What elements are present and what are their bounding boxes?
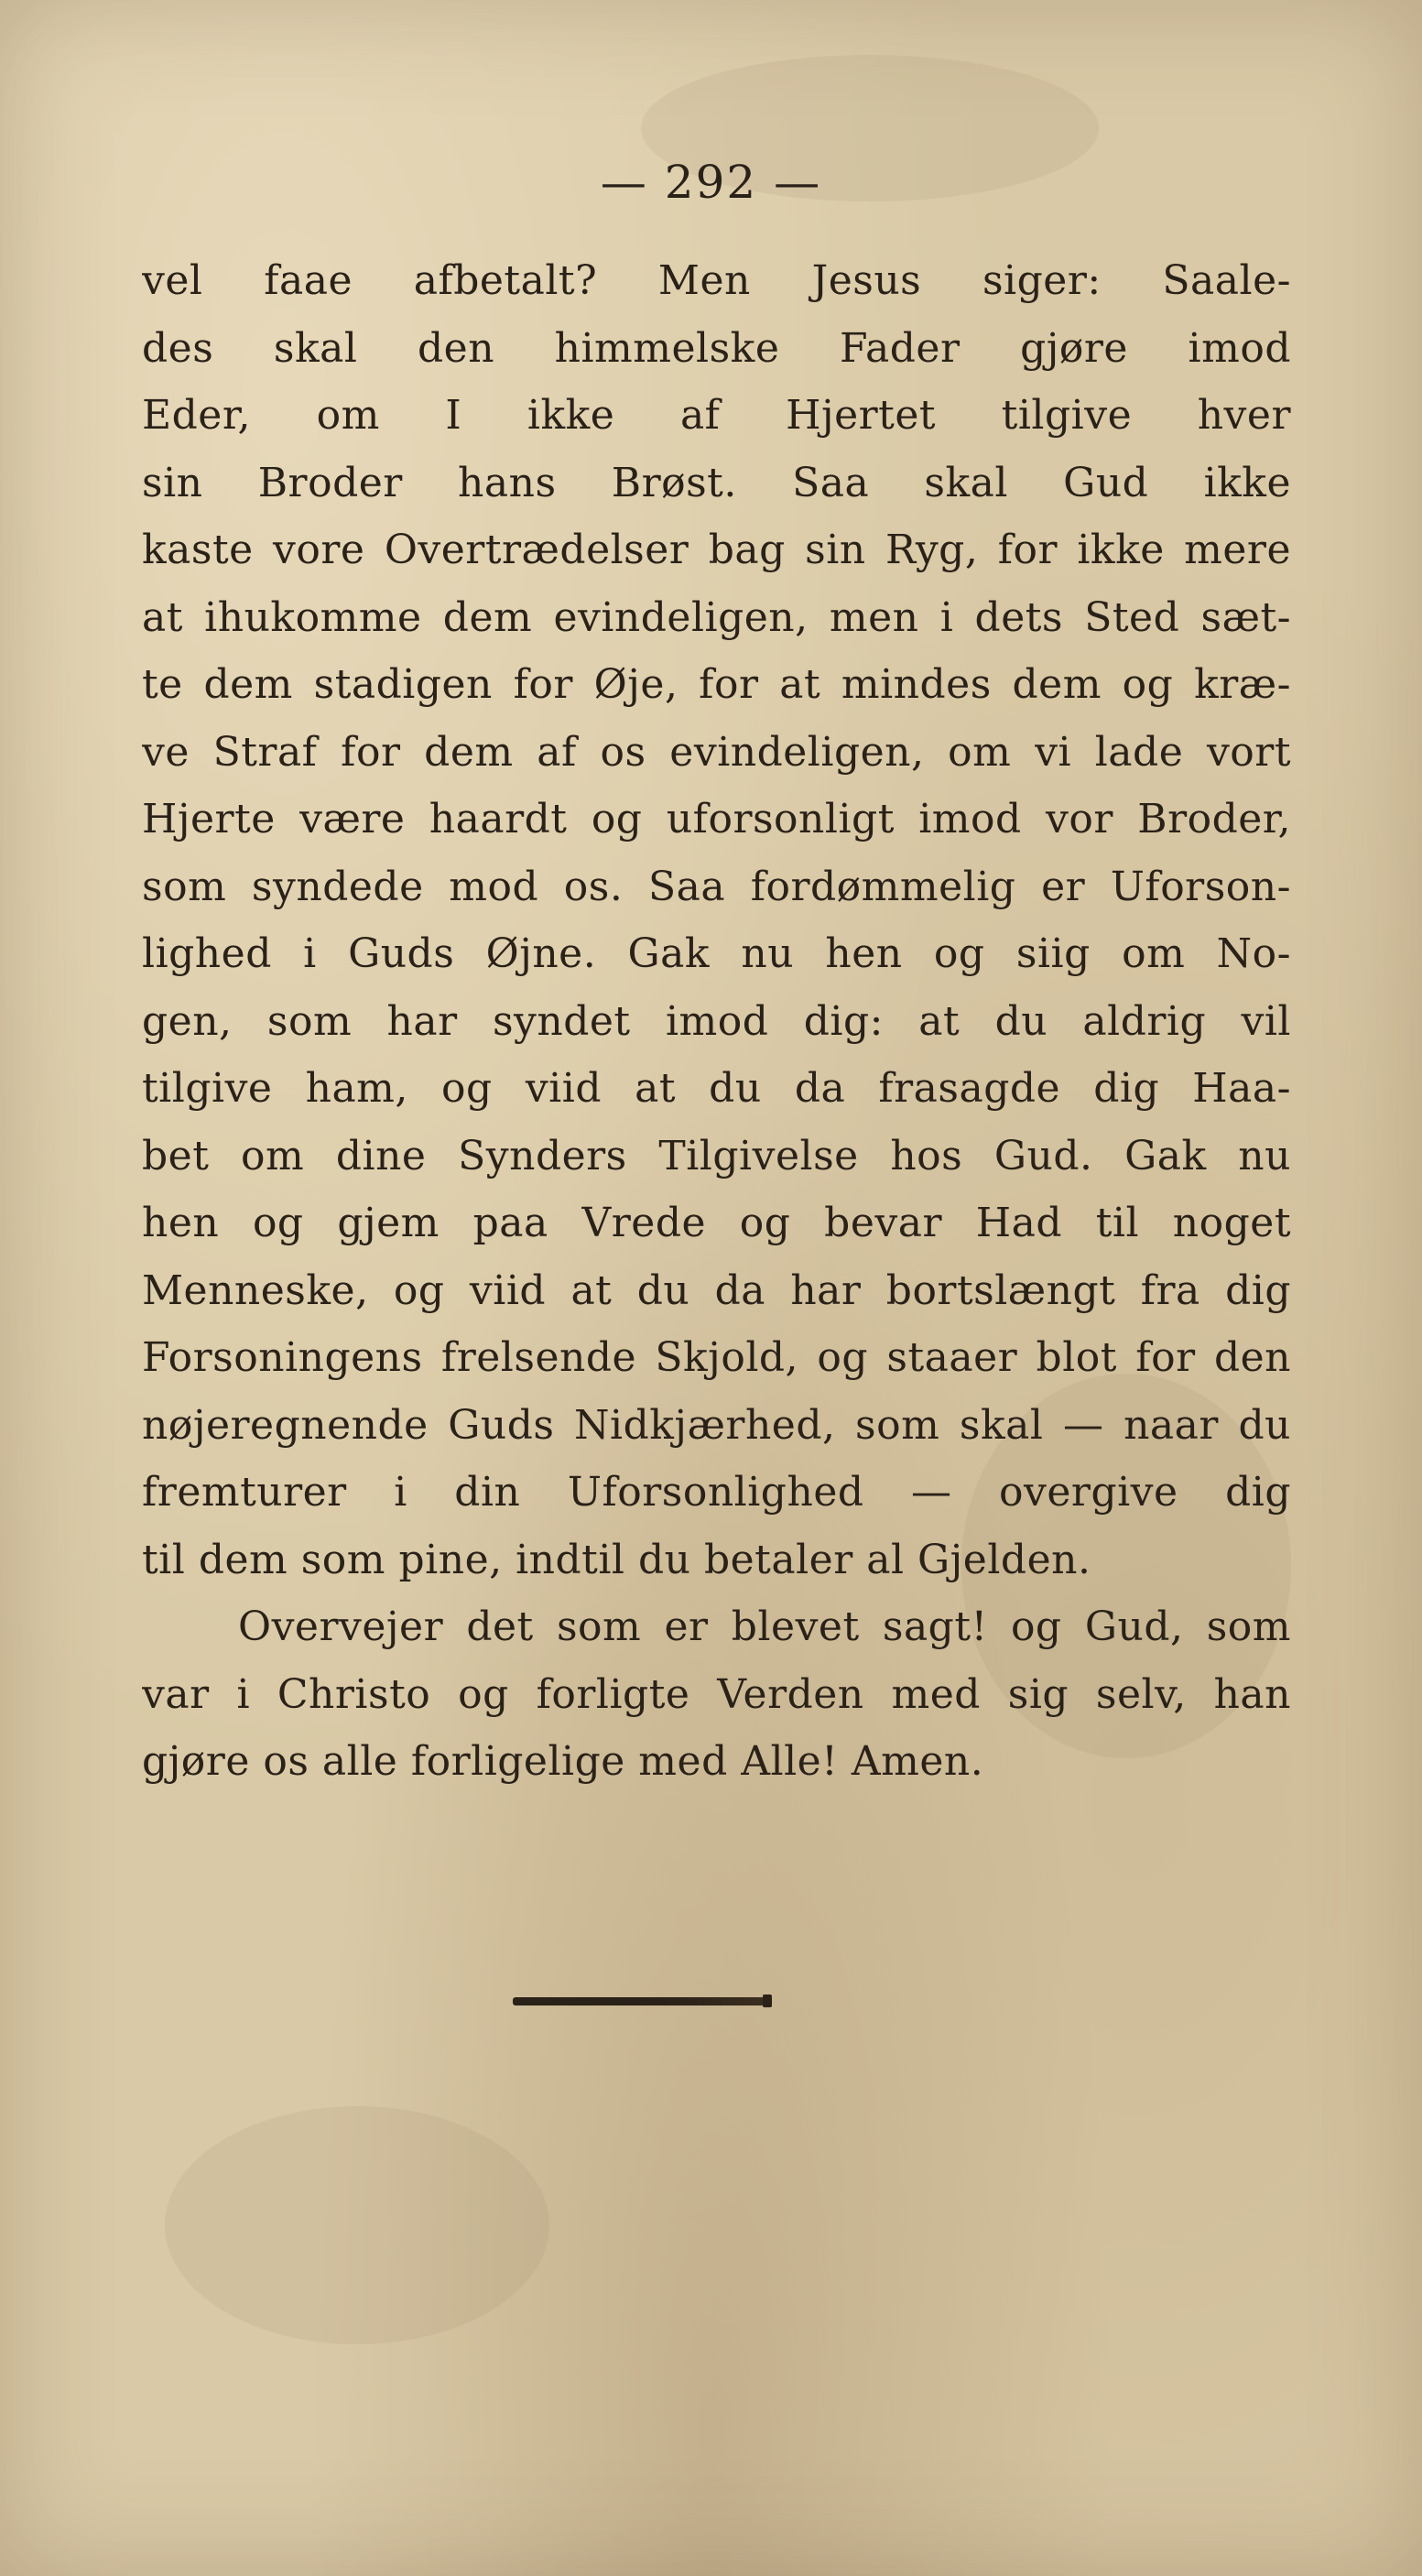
paper-stain [165,2106,549,2344]
text-line: nøjeregnende Guds Nidkjærhed, som skal — naar du [142,1401,1291,1449]
text-line: lighed i Guds Øjne. Gak nu hen og siig om No- [142,930,1291,977]
text-line: fremturer i din Uforsonlighed — overgive dig [142,1469,1291,1516]
text-line: gen, som har syndet imod dig: at du aldrig vil [142,997,1291,1045]
text-line: som syndede mod os. Saa fordømmelig er Uforson- [142,863,1291,910]
text-line: bet om dine Synders Tilgivelse hos Gud. Gak nu [142,1132,1291,1179]
text-line: Forsoningens frelsende Skjold, og staaer blot for den [142,1334,1291,1381]
text-line: tilgive ham, og viid at du da frasagde dig Haa- [142,1065,1291,1112]
text-line: des skal den himmelske Fader gjøre imod [142,324,1291,372]
closing-line: var i Christo og forligte Verden med sig selv, han [142,1670,1291,1718]
text-line: Hjerte være haardt og uforsonligt imod vor Broder, [142,796,1291,842]
text-line: at ihukomme dem evindeligen, men i dets Sted sæt- [142,593,1291,641]
text-line: Menneske, og viid at du da har bortslængt fra dig [142,1266,1291,1314]
end-ornament-rule [513,1997,765,2005]
text-line: Eder, om I ikke af Hjertet tilgive hver [142,392,1291,439]
page-number: — 292 — [600,156,822,209]
text-line: te dem stadigen for Øje, for at mindes dem og kræ- [142,661,1291,708]
sermon-text [142,247,1291,1796]
text-line: ve Straf for dem af os evindeligen, om vi lade vort [142,728,1291,776]
closing-line: Overvejer det som er blevet sagt! og Gud, som [238,1603,1291,1650]
text-line: kaste vore Overtrædelser bag sin Ryg, for ikke mere [142,527,1291,573]
text-line: til dem som pine, indtil du betaler al Gjelden. [142,1536,1091,1583]
text-line: sin Broder hans Brøst. Saa skal Gud ikke [142,459,1291,506]
text-line: hen og gjem paa Vrede og bevar Had til noget [142,1200,1291,1246]
closing-line: gjøre os alle forligelige med Alle! Amen. [142,1738,984,1785]
text-line: vel faae afbetalt? Men Jesus siger: Saale- [142,257,1291,304]
